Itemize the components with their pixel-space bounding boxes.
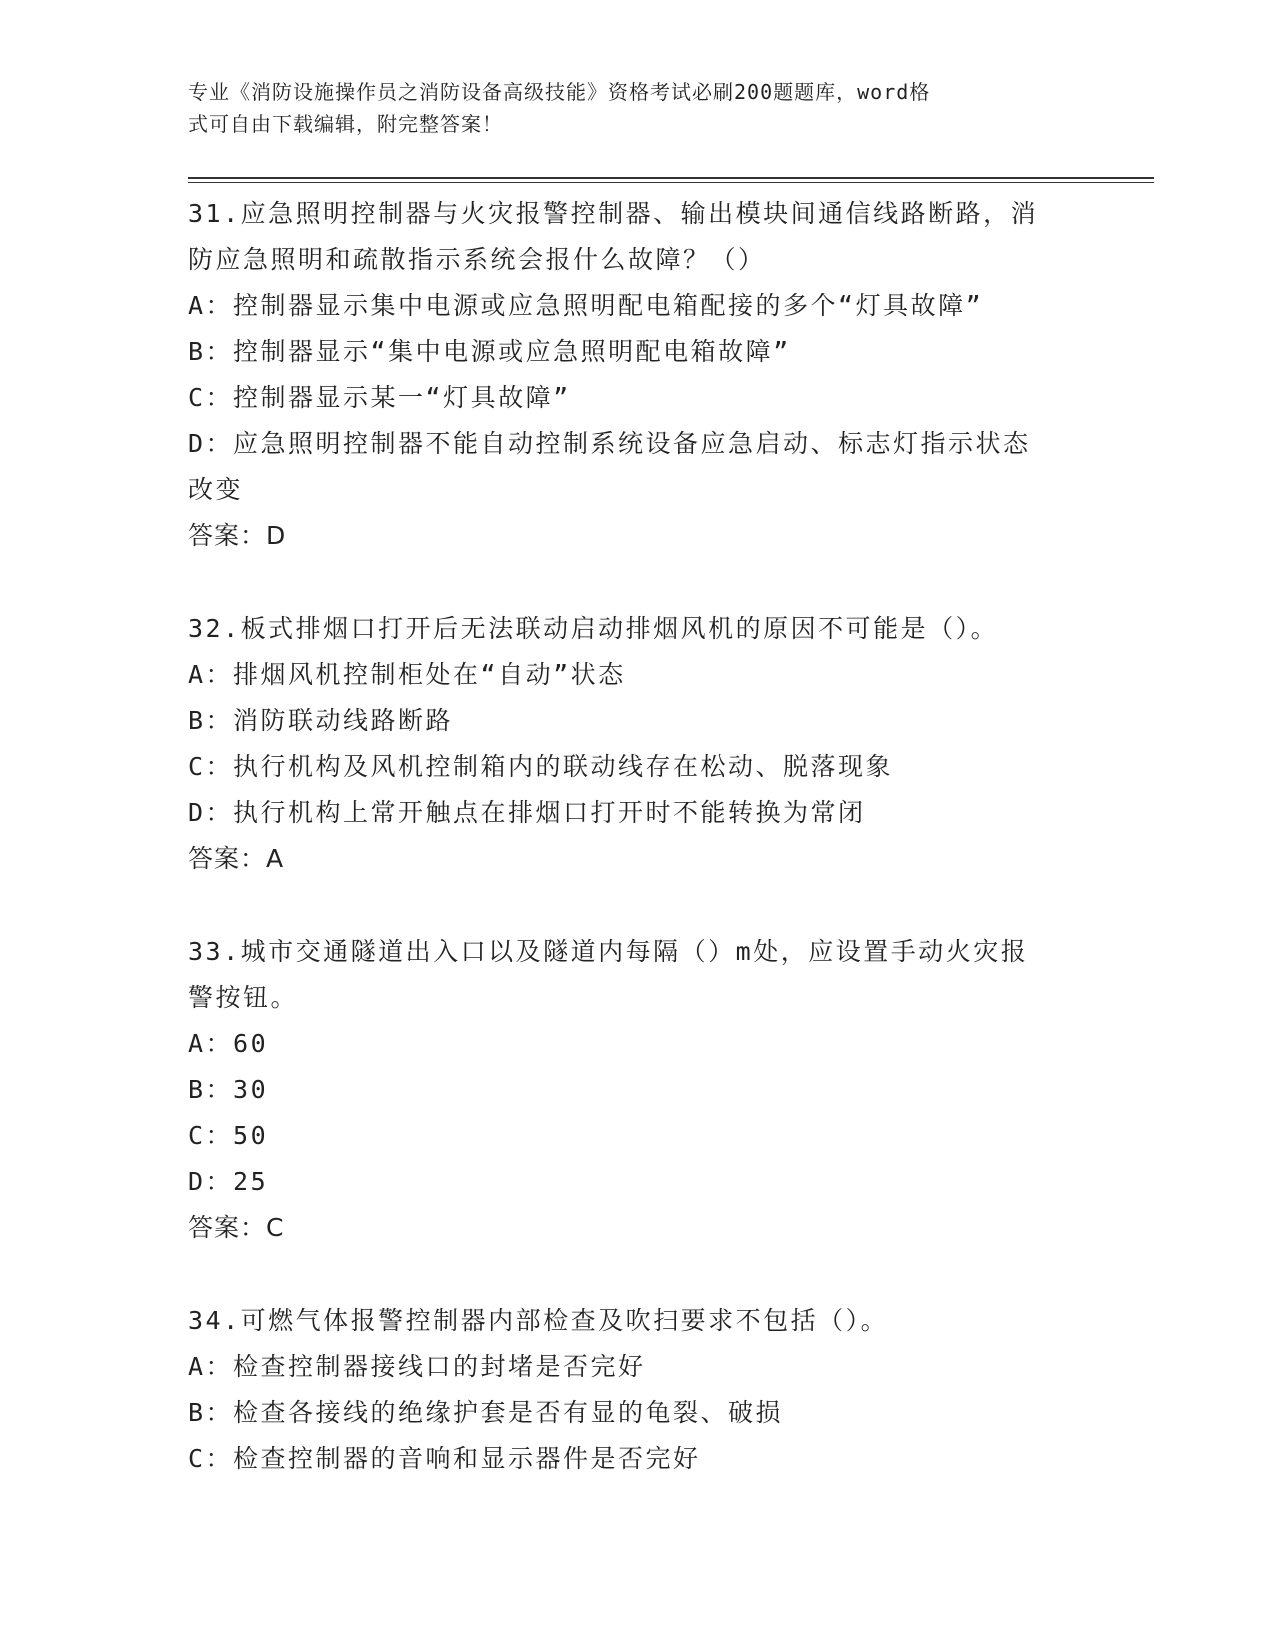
option-b: B：消防联动线路断路: [188, 706, 454, 735]
option-d: D：25: [188, 1167, 269, 1196]
option-a: A：检查控制器接线口的封堵是否完好: [188, 1352, 646, 1381]
question-block: [188, 929, 1088, 1251]
option-d-continued: 改变: [188, 475, 244, 504]
question-stem-line: 警按钮。: [188, 983, 299, 1012]
question-stem-line: 防应急照明和疏散指示系统会报什么故障？（）: [188, 245, 766, 274]
question-stem-line: 32.板式排烟口打开后无法联动启动排烟风机的原因不可能是（）。: [188, 614, 999, 643]
header-divider-thin: [188, 182, 1154, 183]
question-stem-line: 34.可燃气体报警控制器内部检查及吹扫要求不包括（）。: [188, 1306, 889, 1335]
option-b: B：控制器显示“集中电源或应急照明配电箱故障”: [188, 337, 791, 366]
header-divider-thick: [188, 177, 1154, 179]
question-list: [188, 191, 1088, 1482]
question-spacer: [188, 1251, 1088, 1298]
answer: 答案：A: [188, 844, 285, 873]
option-c: C：检查控制器的音响和显示器件是否完好: [188, 1444, 701, 1473]
option-a: A：60: [188, 1029, 269, 1058]
question-block: [188, 606, 1088, 882]
option-a: A：排烟风机控制柜处在“自动”状态: [188, 660, 626, 689]
question-spacer: [188, 559, 1088, 606]
answer: 答案：C: [188, 1213, 285, 1242]
option-d: D：应急照明控制器不能自动控制系统设备应急启动、标志灯指示状态: [188, 429, 1031, 458]
header-line-2: 式可自由下载编辑，附完整答案！: [188, 112, 503, 136]
question-block: [188, 1298, 1088, 1482]
question-stem-line: 31.应急照明控制器与火灾报警控制器、输出模块间通信线路断路，消: [188, 199, 1039, 228]
option-b: B：检查各接线的绝缘护套是否有显的龟裂、破损: [188, 1398, 784, 1427]
option-a: A：控制器显示集中电源或应急照明配电箱配接的多个“灯具故障”: [188, 291, 984, 320]
question-block: [188, 191, 1088, 559]
answer: 答案：D: [188, 521, 287, 550]
option-d: D：执行机构上常开触点在排烟口打开时不能转换为常闭: [188, 798, 866, 827]
question-spacer: [188, 882, 1088, 929]
option-c: C：执行机构及风机控制箱内的联动线存在松动、脱落现象: [188, 752, 894, 781]
header-line-1: 专业《消防设施操作员之消防设备高级技能》资格考试必刷200题题库，word格: [188, 80, 931, 104]
document-header: [188, 76, 1068, 140]
option-b: B：30: [188, 1075, 269, 1104]
question-stem-line: 33.城市交通隧道出入口以及隧道内每隔（）m处，应设置手动火灾报: [188, 937, 1029, 966]
option-c: C：控制器显示某一“灯具故障”: [188, 383, 571, 412]
option-c: C：50: [188, 1121, 269, 1150]
